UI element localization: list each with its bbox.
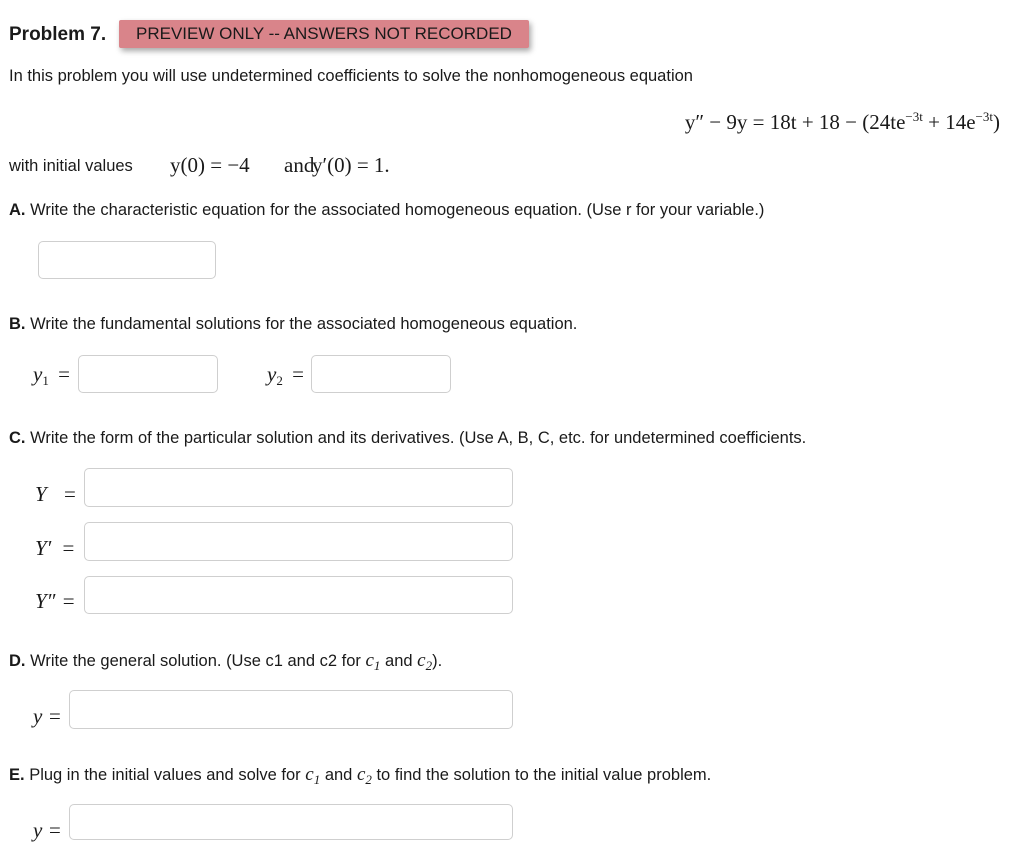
y2-input[interactable] <box>312 356 450 392</box>
problem-label: Problem 7. <box>9 24 107 45</box>
y1-box <box>78 355 218 393</box>
part-e-text-after: to find the solution to the initial value problem. <box>376 766 712 784</box>
equation-end: ) <box>993 110 1000 134</box>
part-d-text-before: Write the general solution. (Use c1 and c2 for <box>30 652 361 670</box>
differential-equation <box>685 109 1000 135</box>
characteristic-equation-input[interactable] <box>39 242 215 278</box>
part-a-letter: A. <box>9 201 26 219</box>
intro-text: In this problem you will use undetermined coefficients to solve the nonhomogeneous equation <box>9 67 693 85</box>
preview-banner: PREVIEW ONLY -- ANSWERS NOT RECORDED <box>119 20 529 48</box>
ivp-solution-input[interactable] <box>70 805 512 839</box>
ivp-solution-label: y = <box>33 818 62 842</box>
general-solution-label: y = <box>33 704 62 728</box>
Y-box <box>84 468 513 507</box>
Y-prime-box <box>84 522 513 561</box>
part-d-letter: D. <box>9 652 26 670</box>
part-c-prompt <box>9 429 806 448</box>
Y-prime-input[interactable] <box>85 523 512 560</box>
part-d-and: and <box>385 652 413 670</box>
ivp-solution-box <box>69 804 513 840</box>
part-e-c1: $c_1$ <box>305 764 321 787</box>
part-e-letter: E. <box>9 766 25 784</box>
part-d-text-after: ). <box>432 652 443 670</box>
equation-lhs: y″ − 9y = 18t + 18 − (24te <box>684 110 906 134</box>
equation-mid: + 14e <box>922 110 976 134</box>
part-c-letter: C. <box>9 429 26 447</box>
part-c-text: Write the form of the particular solution and its derivatives. (Use A, B, C, etc. for undetermined coefficients. <box>30 429 807 447</box>
y2-box <box>311 355 451 393</box>
part-a-prompt <box>9 201 764 220</box>
Y-label: Y = <box>35 482 76 506</box>
part-e-and: and <box>324 766 353 784</box>
Y-input[interactable] <box>85 469 512 506</box>
initial-condition-2: y′(0) = 1. <box>312 153 390 177</box>
y1-label: $y_1$ = <box>33 362 70 388</box>
Y-double-prime-box <box>84 576 513 614</box>
part-b-letter: B. <box>9 315 26 333</box>
part-d-c1: $c_1$ <box>365 650 381 673</box>
part-e-prompt <box>9 764 711 788</box>
part-d-c2: $c_2$ <box>417 650 433 673</box>
part-d-prompt <box>9 650 442 674</box>
part-b-prompt <box>9 315 577 334</box>
general-solution-input[interactable] <box>70 691 512 728</box>
y2-label: $y_2$ = <box>267 362 304 388</box>
initial-values-label: with initial values <box>9 157 133 175</box>
initial-condition-1: y(0) = −4 <box>170 153 250 177</box>
characteristic-equation-box <box>38 241 216 279</box>
initial-values-and: and <box>284 153 315 177</box>
part-a-text: Write the characteristic equation for the associated homogeneous equation. (Use r for your variable.) <box>30 201 765 219</box>
Y-prime-label: Y′ = <box>35 536 75 560</box>
equation-exp2: −3t <box>975 109 993 124</box>
Y-double-prime-input[interactable] <box>85 577 512 613</box>
part-e-c2: $c_2$ <box>356 764 372 787</box>
Y-double-prime-label: Y″ = <box>35 589 75 613</box>
part-b-text: Write the fundamental solutions for the associated homogeneous equation. <box>30 315 578 333</box>
part-e-text-before: Plug in the initial values and solve for <box>29 766 301 784</box>
equation-exp1: −3t <box>905 109 923 124</box>
y1-input[interactable] <box>79 356 217 392</box>
general-solution-box <box>69 690 513 729</box>
